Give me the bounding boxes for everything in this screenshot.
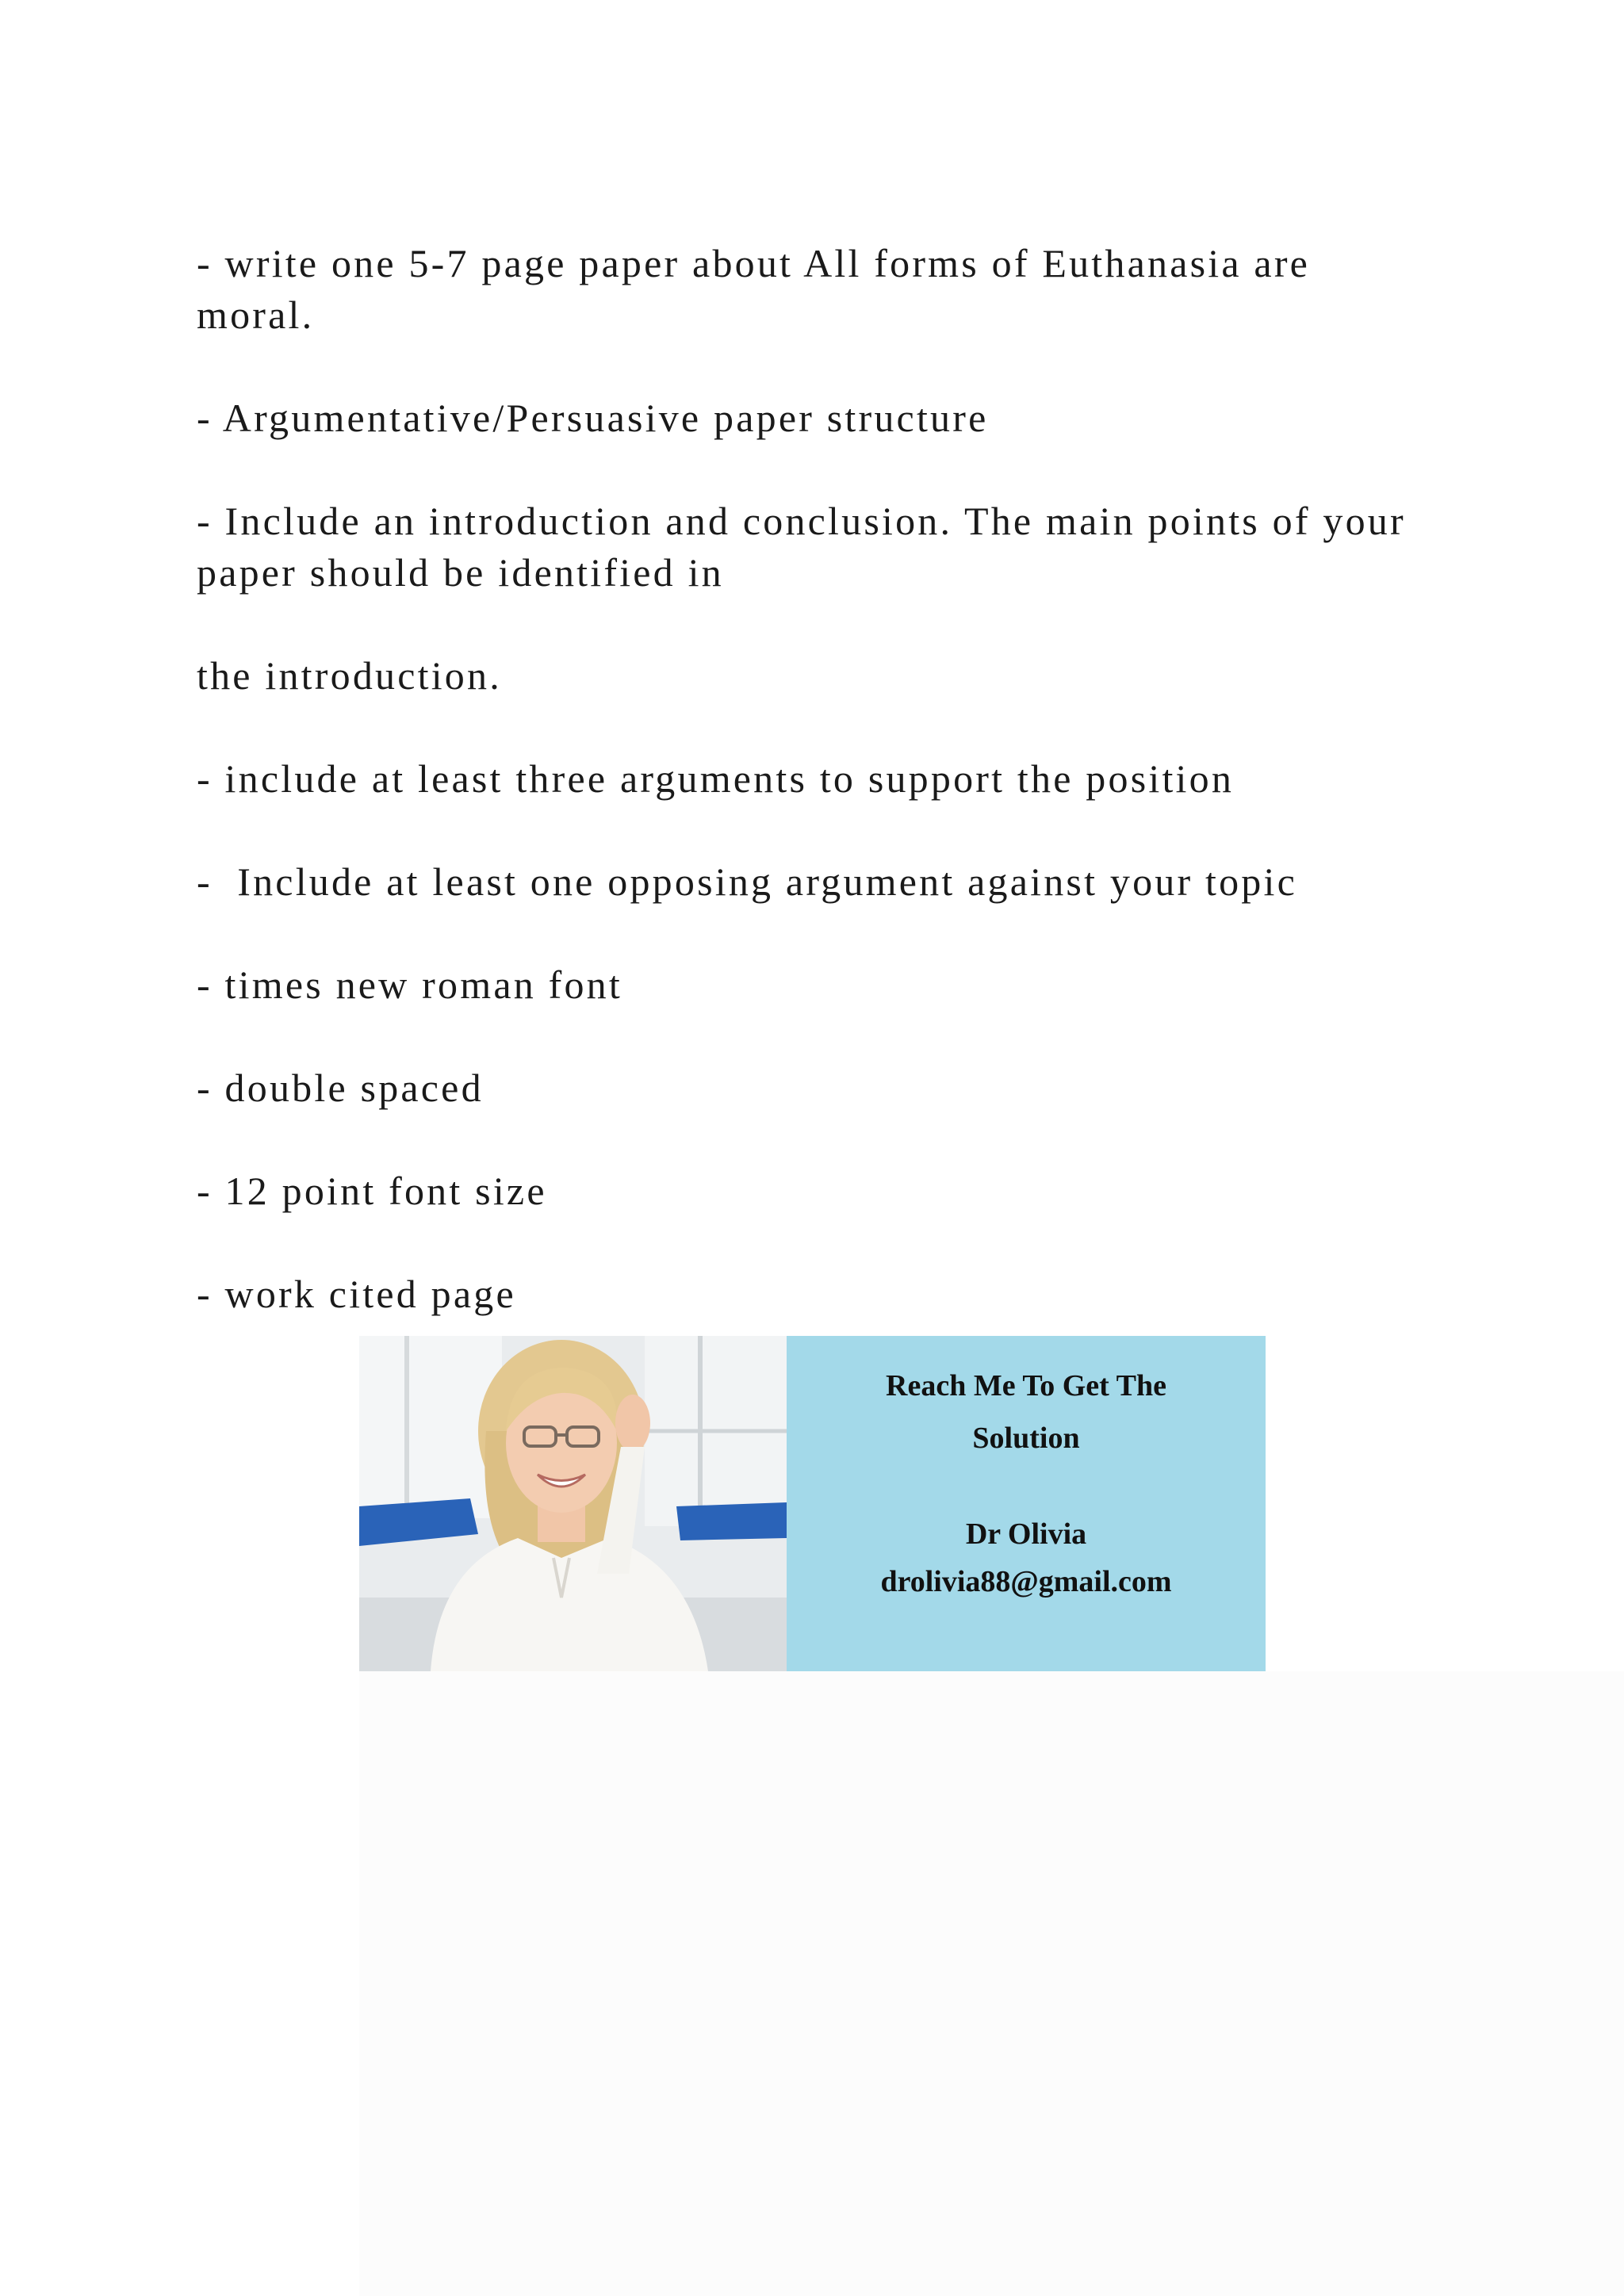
paragraph: - times new roman font [197, 962, 622, 1007]
paragraph: - Argumentative/Persuasive paper structure [197, 396, 989, 440]
paragraph: the introduction. [197, 653, 502, 698]
contact-email: drolivia88@gmail.com [880, 1565, 1172, 1598]
background-panel [359, 1671, 1624, 2296]
headline-line: Reach Me To Get The [886, 1369, 1166, 1402]
headline [787, 1360, 1266, 1464]
paragraph: - work cited page [197, 1272, 516, 1316]
contact-card [787, 1336, 1266, 1671]
contact-name: Dr Olivia [965, 1517, 1087, 1551]
paragraph: - Include at least one opposing argument against your topic [197, 859, 1297, 904]
contact-banner [359, 1336, 1266, 1671]
woman-with-glasses-photo [359, 1336, 787, 1671]
portrait-illustration-icon [359, 1336, 787, 1671]
paragraph: - Include an introduction and conclusion. The main points of your paper should be identified in [197, 499, 1419, 595]
paragraph: - include at least three arguments to support the position [197, 756, 1235, 801]
paragraph: - double spaced [197, 1066, 484, 1110]
headline-line: Solution [972, 1422, 1080, 1455]
paragraph: - 12 point font size [197, 1169, 547, 1213]
assignment-text [197, 238, 1434, 1320]
paragraph: - write one 5-7 page paper about All forms of Euthanasia are moral. [197, 241, 1323, 337]
